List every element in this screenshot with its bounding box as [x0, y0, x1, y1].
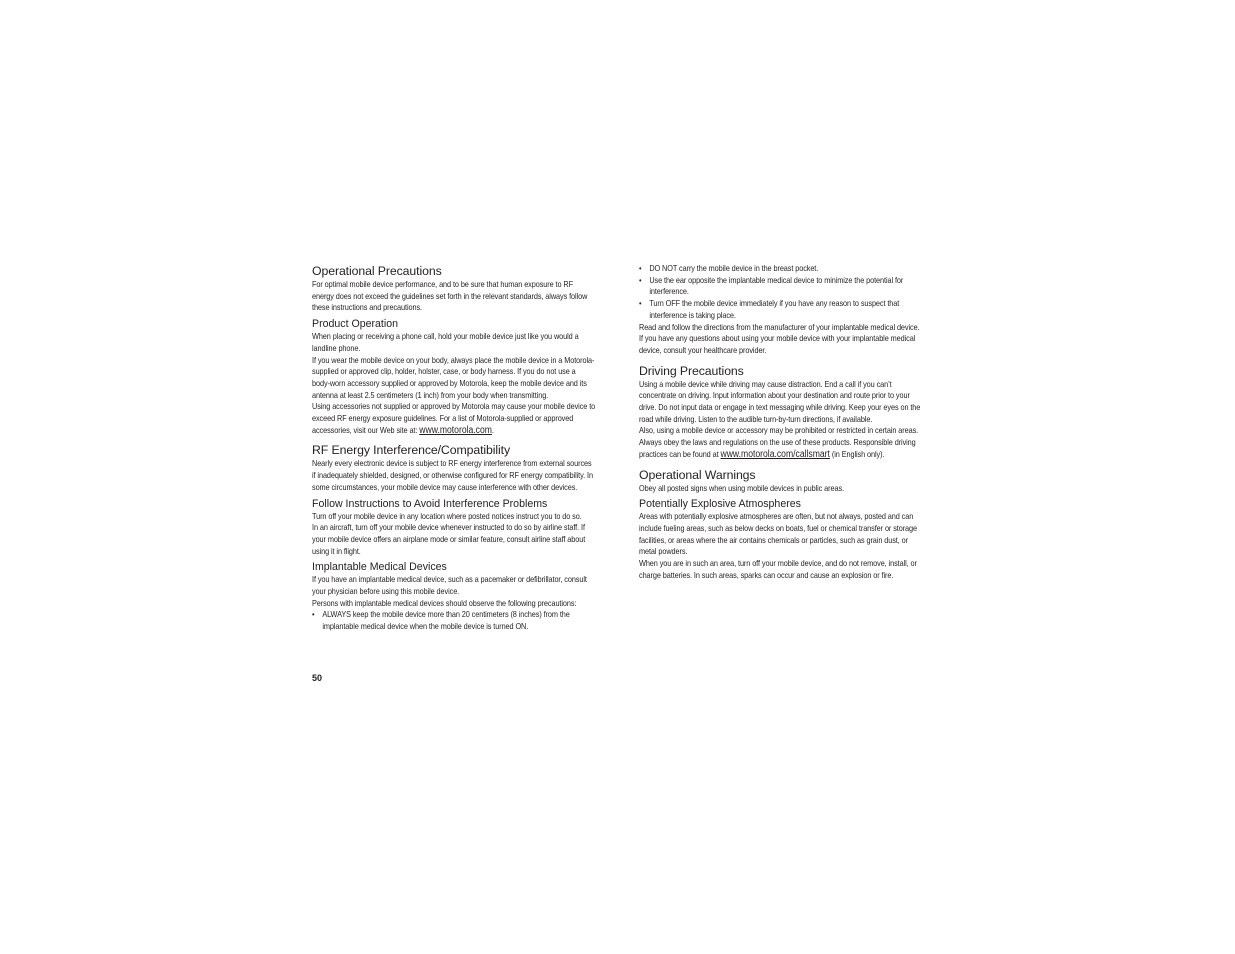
implantable-bullet-list — [312, 609, 596, 632]
rf-energy-text: Nearly every electronic device is subject to RF energy interference from external sources if inadequately shielded, designed, or otherwise configured for RF energy compatibility. In some circumstances, your mobile device may cause interference with other devices. — [312, 458, 593, 492]
operational-precautions-heading: Operational Precautions — [312, 264, 442, 278]
product-operation-heading: Product Operation — [312, 318, 398, 331]
operational-precautions-text: For optimal mobile device performance, and to be sure that human exposure to RF energy does not exceed the guidelines set forth in the relevant standards, always follow these instructions and precautions. — [312, 279, 588, 313]
product-operation-p2: If you wear the mobile device on your body, always place the mobile device in a Motorola-supplied or approved clip, holder, holster, case, or body harness. If you do not use a body-worn accessory supplied or approved by Motorola, keep the mobile device and its antenna at least 2.5 centimeters (1 inch) from your body when transmitting. — [312, 354, 595, 400]
product-operation-p3 — [312, 401, 595, 436]
implantable-p1: If you have an implantable medical device, such as a pacemaker or defibrillator, consult your physician before using this mobile device. — [312, 574, 587, 597]
driving-p2 — [639, 425, 922, 460]
operational-warnings-text: Obey all posted signs when using mobile devices in public areas. — [639, 482, 844, 493]
implant-follow-text: Read and follow the directions from the manufacturer of your implantable medical device. If you have any questions about using your mobile device with your implantable medical device, consult your healthcare provider. — [639, 321, 920, 355]
follow-instructions-p2: In an aircraft, turn off your mobile device whenever instructed to do so by airline staff. If your mobile device offers an airplane mode or similar feature, consult airline staff about using it in flight. — [312, 522, 586, 556]
driving-p1: Using a mobile device while driving may cause distraction. End a call if you can’t concentrate on driving. Input information about your destination and route prior to your drive. Do not input data or engage in text messaging while driving. Keep your eyes on the road while driving. Listen to the audible turn-by-turn directions, if available. — [639, 378, 921, 424]
explosive-p1: Areas with potentially explosive atmospheres are often, but not always, posted and can include fueling areas, such as below decks on boats, fuel or chemical transfer or storage facilities, or areas where the air contains chemicals or particles, such as grain dust, or metal powders. — [639, 511, 918, 557]
implantable-p2: Persons with implantable medical devices should observe the following precautions: — [312, 597, 577, 608]
implant-precaution-list — [639, 263, 923, 322]
bullet-item: • Turn OFF the mobile device immediately if you have any reason to suspect that interference is taking place. — [639, 298, 933, 321]
bullet-item: • Use the ear opposite the implantable medical device to minimize the potential for interference. — [639, 275, 933, 298]
driving-p2-end: (in English only). — [829, 448, 885, 459]
explosive-p2: When you are in such an area, turn off your mobile device, and do not remove, install, or charge batteries. In such areas, sparks can occur and cause an explosion or fire. — [639, 558, 917, 580]
implantable-heading: Implantable Medical Devices — [312, 561, 447, 574]
product-operation-p1: When placing or receiving a phone call, hold your mobile device just like you would a landline phone. — [312, 331, 579, 353]
page-number: 50 — [312, 673, 323, 683]
product-operation-p3-text: Using accessories not supplied or approved by Motorola may cause your mobile device to exceed RF energy exposure guidelines. For a list of Motorola-supplied or approved accessories, visit our Web site at: — [312, 401, 596, 435]
bullet-item: • ALWAYS keep the mobile device more than 20 centimeters (8 inches) from the implantable medical device when the mobile device is turned ON. — [312, 609, 606, 632]
bullet-item: • DO NOT carry the mobile device in the breast pocket. — [639, 263, 933, 275]
callsmart-link[interactable]: www.motorola.com/callsmart — [720, 448, 830, 460]
explosive-atmospheres-heading: Potentially Explosive Atmospheres — [639, 498, 801, 511]
product-operation-p3-end: . — [491, 424, 494, 435]
follow-instructions-heading: Follow Instructions to Avoid Interference Problems — [312, 497, 548, 510]
left-column — [312, 263, 596, 633]
right-column — [639, 263, 923, 581]
rf-energy-heading: RF Energy Interference/Compatibility — [312, 443, 511, 458]
operational-warnings-heading: Operational Warnings — [639, 467, 756, 482]
driving-p2-text: Also, using a mobile device or accessory may be prohibited or restricted in certain areas. Always obey the laws and regulations on the use of these products. Responsible driving practices can be found at — [639, 425, 919, 459]
driving-precautions-heading: Driving Precautions — [639, 363, 744, 378]
motorola-link[interactable]: www.motorola.com — [419, 424, 492, 436]
follow-instructions-p1: Turn off your mobile device in any location where posted notices instruct you to do so. — [312, 510, 582, 521]
